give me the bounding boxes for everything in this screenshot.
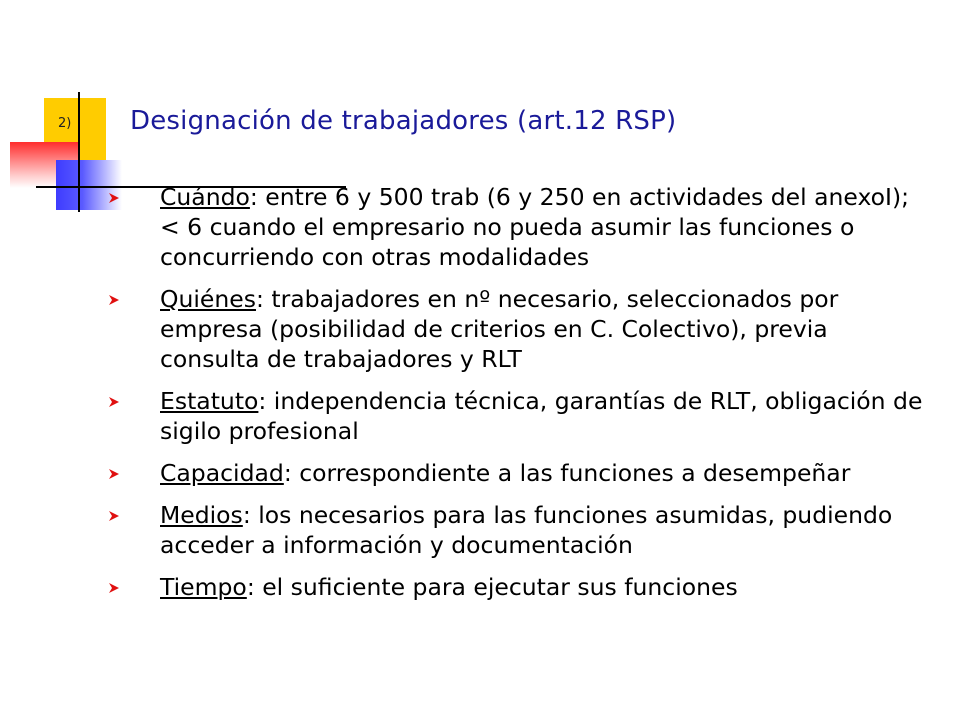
- item-text: : trabajadores en nº necesario, seleccionados por empresa (posibilidad de criterios en C. Colectivo), previa consulta de trabajadores y RLT: [160, 285, 839, 373]
- item-term: Estatuto: [160, 387, 259, 415]
- list-item: [108, 572, 928, 602]
- red-arrow-icon: [108, 468, 120, 480]
- item-text: : independencia técnica, garantías de RLT, obligación de sigilo profesional: [160, 387, 923, 445]
- list-item: [108, 284, 928, 374]
- item-term: Medios: [160, 501, 243, 529]
- item-text: : el suficiente para ejecutar sus funciones: [246, 573, 738, 601]
- red-arrow-icon: [108, 192, 120, 204]
- bullet-list: [108, 182, 928, 614]
- item-term: Cuándo: [160, 183, 250, 211]
- decorative-vertical-line: [78, 92, 80, 212]
- item-text: : correspondiente a las funciones a desempeñar: [283, 459, 851, 487]
- item-text: : entre 6 y 500 trab (6 y 250 en actividades del anexoI); < 6 cuando el empresario no pueda asumir las funciones o concurriendo con otras modalidades: [160, 183, 910, 271]
- list-item: [108, 182, 928, 272]
- red-arrow-icon: [108, 510, 120, 522]
- item-term: Tiempo: [160, 573, 247, 601]
- item-term: Capacidad: [160, 459, 284, 487]
- list-item: [108, 458, 928, 488]
- red-arrow-icon: [108, 582, 120, 594]
- item-text: : los necesarios para las funciones asumidas, pudiendo acceder a información y documentación: [160, 501, 893, 559]
- item-term: Quiénes: [160, 285, 256, 313]
- slide-title: Designación de trabajadores (art.12 RSP): [130, 106, 677, 136]
- list-item: [108, 500, 928, 560]
- red-arrow-icon: [108, 396, 120, 408]
- red-arrow-icon: [108, 294, 120, 306]
- slide-number: 2): [58, 116, 72, 131]
- list-item: [108, 386, 928, 446]
